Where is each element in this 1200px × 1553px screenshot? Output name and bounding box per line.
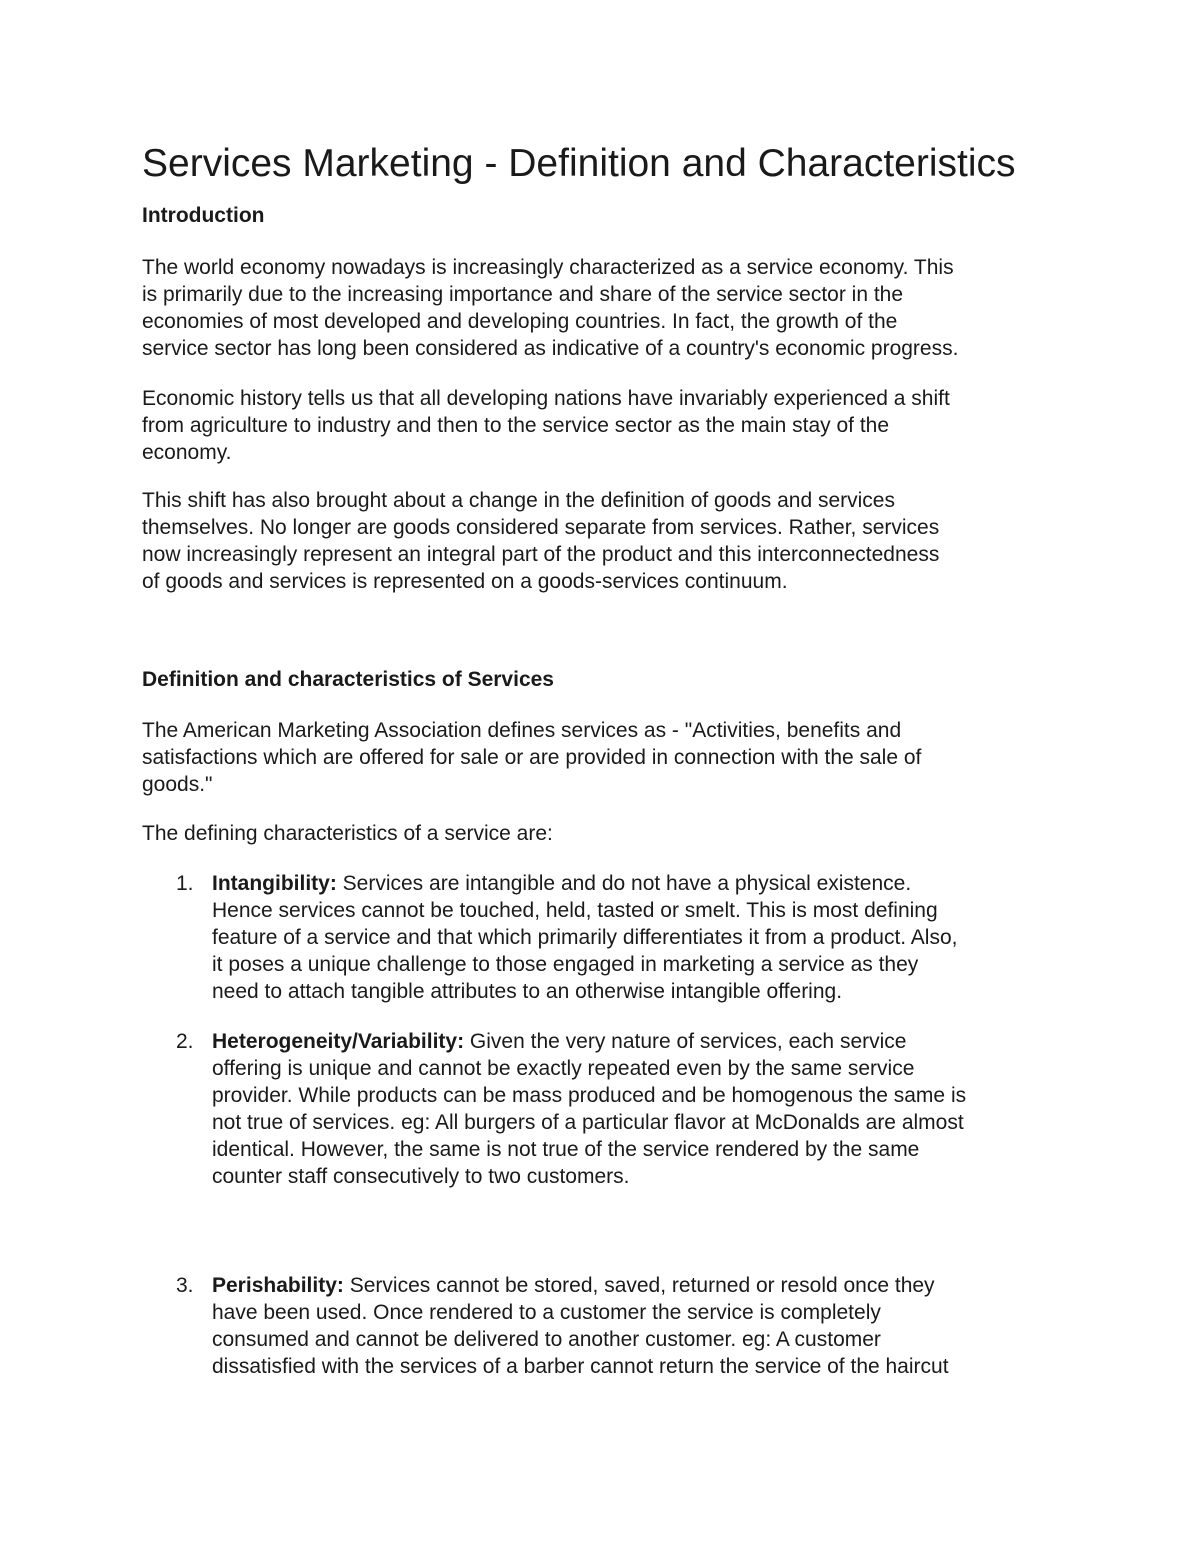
text-line: provider. While products can be mass produced and be homogenous the same is [212, 1084, 967, 1107]
page-title: Services Marketing - Definition and Characteristics [142, 142, 1016, 185]
intro-paragraph-3 [142, 487, 1067, 595]
text-line: economy. [142, 441, 232, 464]
text-line: from agriculture to industry and then to the service sector as the main stay of the [142, 414, 890, 437]
text-line [212, 870, 1072, 897]
text-line [212, 1028, 1072, 1055]
characteristic-term: Heterogeneity/Variability: [212, 1030, 465, 1053]
characteristic-term: Intangibility: [212, 872, 337, 895]
list-item-body [212, 1028, 1072, 1190]
list-number: 2. [176, 1030, 194, 1053]
text-line [212, 1272, 1072, 1299]
text-line: have been used. Once rendered to a customer the service is completely [212, 1301, 881, 1324]
text-line: consumed and cannot be delivered to another customer. eg: A customer [212, 1328, 881, 1351]
intro-paragraph-2 [142, 385, 1067, 466]
text-segment: Given the very nature of services, each service [464, 1030, 907, 1053]
text-segment: Services cannot be stored, saved, returned or resold once they [343, 1274, 935, 1297]
text-line: dissatisfied with the services of a barber cannot return the service of the haircut [212, 1355, 949, 1378]
text-line: The defining characteristics of a service are: [142, 822, 553, 845]
text-line: need to attach tangible attributes to an otherwise intangible offering. [212, 980, 843, 1003]
definition-paragraph-2 [142, 820, 1067, 847]
text-line: satisfactions which are offered for sale or are provided in connection with the sale of [142, 746, 922, 769]
text-line: service sector has long been considered as indicative of a country's economic progress. [142, 337, 959, 360]
text-line: feature of a service and that which primarily differentiates it from a product. Also, [212, 926, 958, 949]
text-line: goods." [142, 773, 213, 796]
text-segment: Services are intangible and do not have a physical existence. [336, 872, 912, 895]
definition-paragraph-1 [142, 717, 1067, 798]
text-line: The world economy nowadays is increasingly characterized as a service economy. This [142, 256, 954, 279]
text-line: themselves. No longer are goods considered separate from services. Rather, services [142, 516, 940, 539]
text-line: Hence services cannot be touched, held, tasted or smelt. This is most defining [212, 899, 938, 922]
list-number: 1. [176, 872, 194, 895]
introduction-heading: Introduction [142, 204, 265, 227]
text-line: now increasingly represent an integral part of the product and this interconnectedness [142, 543, 940, 566]
text-line: offering is unique and cannot be exactly repeated even by the same service [212, 1057, 915, 1080]
list-number: 3. [176, 1274, 194, 1297]
text-line: it poses a unique challenge to those engaged in marketing a service as they [212, 953, 919, 976]
list-item-body [212, 870, 1072, 1005]
text-line: economies of most developed and developing countries. In fact, the growth of the [142, 310, 898, 333]
text-line: not true of services. eg: All burgers of a particular flavor at McDonalds are almost [212, 1111, 964, 1134]
text-line: This shift has also brought about a change in the definition of goods and services [142, 489, 895, 512]
text-line: Economic history tells us that all developing nations have invariably experienced a shift [142, 387, 950, 410]
text-line: is primarily due to the increasing importance and share of the service sector in the [142, 283, 904, 306]
characteristic-term: Perishability: [212, 1274, 344, 1297]
intro-paragraph-1 [142, 254, 1067, 362]
text-line: of goods and services is represented on a goods-services continuum. [142, 570, 788, 593]
text-line: counter staff consecutively to two customers. [212, 1165, 630, 1188]
definition-heading: Definition and characteristics of Services [142, 668, 554, 691]
list-item-body [212, 1272, 1072, 1380]
text-line: identical. However, the same is not true of the service rendered by the same [212, 1138, 920, 1161]
text-line: The American Marketing Association defines services as - "Activities, benefits and [142, 719, 902, 742]
